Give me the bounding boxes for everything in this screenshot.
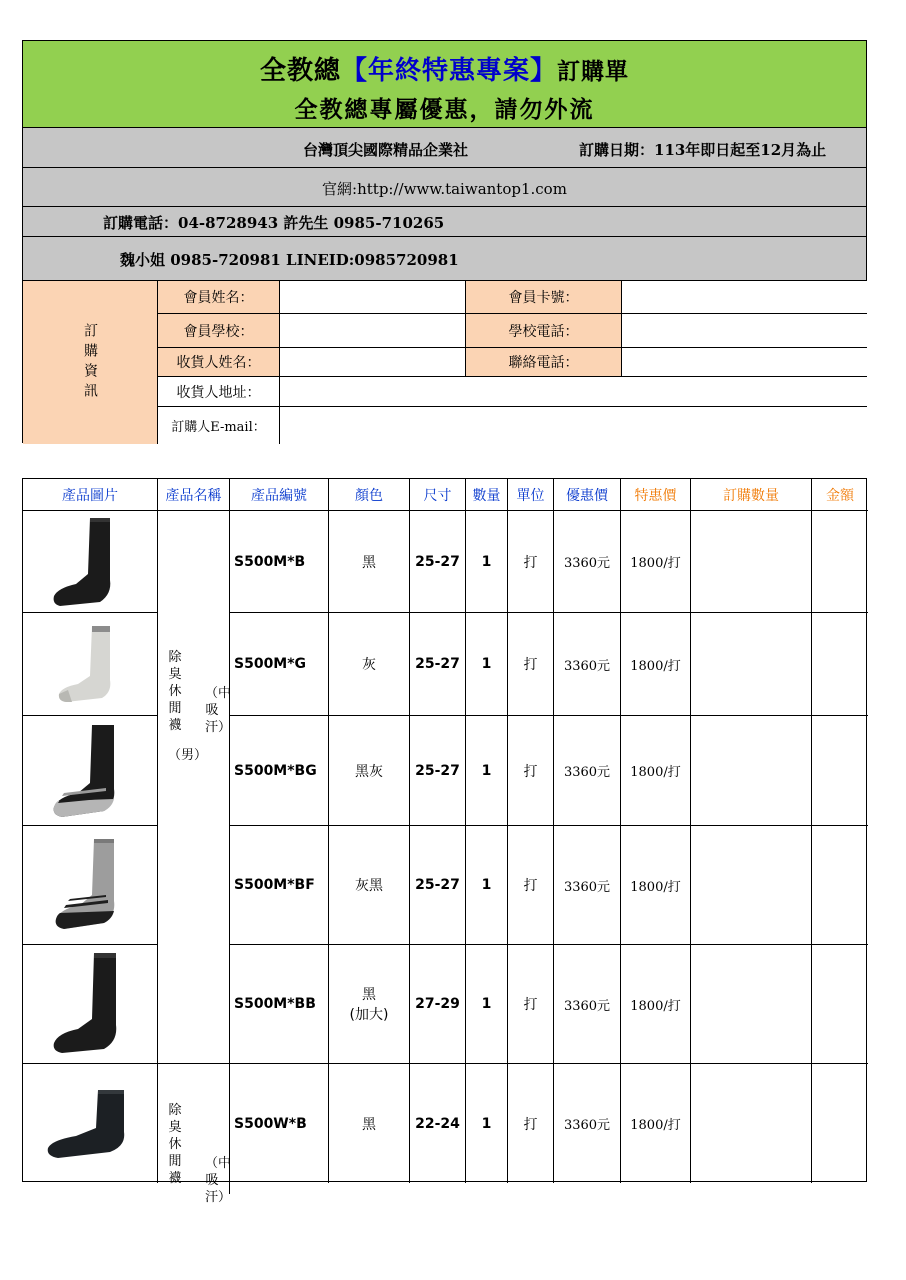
product-color: 黑 bbox=[329, 511, 410, 613]
product-color: 黑灰 bbox=[329, 716, 410, 826]
amount-cell[interactable] bbox=[812, 1064, 868, 1183]
black-sock-image bbox=[50, 514, 130, 609]
member-name-label: 會員姓名： bbox=[158, 281, 280, 314]
page-subtitle: 全教總專屬優惠，請勿外流 bbox=[294, 96, 595, 123]
product-color: 灰 bbox=[329, 613, 410, 716]
website-link[interactable]: 官網:http://www.taiwantop1.com bbox=[322, 180, 567, 198]
contact-phone-label: 聯絡電話： bbox=[466, 348, 622, 377]
product-code: S500M*BF bbox=[230, 826, 329, 945]
order-qty-input[interactable] bbox=[691, 945, 812, 1064]
member-school-label: 會員學校： bbox=[158, 314, 280, 348]
product-color: 灰黑 bbox=[329, 826, 410, 945]
member-card-field[interactable] bbox=[622, 281, 867, 314]
product-size: 27-29 bbox=[410, 945, 466, 1064]
product-image-cell bbox=[23, 511, 158, 613]
product-size: 25-27 bbox=[410, 511, 466, 613]
product-unit: 打 bbox=[508, 1064, 554, 1183]
product-color bbox=[329, 945, 410, 1064]
product-price: 3360元 bbox=[554, 511, 621, 613]
member-name-field[interactable] bbox=[280, 281, 466, 314]
school-phone-field[interactable] bbox=[622, 314, 867, 348]
email-label: 訂購人E-mail： bbox=[158, 407, 280, 444]
product-name-2: 除臭休閒襪 bbox=[168, 1103, 182, 1186]
product-code: S500W*B bbox=[230, 1064, 329, 1183]
black-sock-large-image bbox=[48, 949, 132, 1059]
order-qty-input[interactable] bbox=[691, 613, 812, 716]
title-suffix: 訂購單 bbox=[557, 58, 630, 85]
product-image-cell bbox=[23, 613, 158, 716]
order-form-header bbox=[22, 40, 867, 280]
product-qty: 1 bbox=[466, 945, 508, 1064]
product-unit: 打 bbox=[508, 945, 554, 1064]
company-name: 台灣頂尖國際精品企業社 bbox=[303, 141, 469, 159]
product-special-price: 1800/打 bbox=[621, 1064, 691, 1183]
order-phone: 訂購電話：04-8728943 許先生 0985-710265 bbox=[103, 214, 445, 232]
company-band bbox=[23, 128, 866, 168]
product-code: S500M*G bbox=[230, 613, 329, 716]
product-color: 黑 bbox=[329, 1064, 410, 1183]
product-image-cell bbox=[23, 716, 158, 826]
col-header-size: 尺寸 bbox=[410, 479, 466, 511]
title-highlight: 【年終特惠專案】 bbox=[341, 56, 558, 86]
recipient-address-field[interactable] bbox=[280, 377, 867, 407]
col-header-code: 產品編號 bbox=[230, 479, 329, 511]
product-size: 25-27 bbox=[410, 613, 466, 716]
product-unit: 打 bbox=[508, 716, 554, 826]
order-qty-input[interactable] bbox=[691, 511, 812, 613]
phone-band bbox=[23, 207, 866, 237]
col-header-order-qty: 訂購數量 bbox=[691, 479, 812, 511]
product-special-price: 1800/打 bbox=[621, 945, 691, 1064]
order-info-section bbox=[22, 280, 867, 443]
black-low-sock-image bbox=[42, 1084, 138, 1164]
product-price: 3360元 bbox=[554, 716, 621, 826]
product-size: 25-27 bbox=[410, 826, 466, 945]
amount-cell[interactable] bbox=[812, 511, 868, 613]
product-qty: 1 bbox=[466, 716, 508, 826]
order-qty-input[interactable] bbox=[691, 1064, 812, 1183]
product-code: S500M*B bbox=[230, 511, 329, 613]
product-price: 3360元 bbox=[554, 945, 621, 1064]
contact-band bbox=[23, 237, 866, 281]
col-header-special: 特惠價 bbox=[621, 479, 691, 511]
contact-phone-field[interactable] bbox=[622, 348, 867, 377]
email-field[interactable] bbox=[280, 407, 867, 444]
product-code: S500M*BB bbox=[230, 945, 329, 1064]
product-size: 25-27 bbox=[410, 716, 466, 826]
member-school-field[interactable] bbox=[280, 314, 466, 348]
contact-info: 魏小姐 0985-720981 LINEID:0985720981 bbox=[120, 251, 459, 269]
product-table bbox=[22, 478, 867, 1205]
product-unit: 打 bbox=[508, 511, 554, 613]
recipient-name-field[interactable] bbox=[280, 348, 466, 377]
product-image-cell bbox=[23, 826, 158, 945]
product-color-note: (加大) bbox=[349, 1007, 389, 1023]
product-gender-1: （男） bbox=[168, 748, 208, 763]
gray-black-sock-image bbox=[48, 835, 132, 935]
product-name-group-1 bbox=[158, 511, 230, 1064]
product-qty: 1 bbox=[466, 1064, 508, 1183]
school-phone-label: 學校電話： bbox=[466, 314, 622, 348]
product-image-cell bbox=[23, 1064, 158, 1183]
amount-cell[interactable] bbox=[812, 945, 868, 1064]
title-prefix: 全教總 bbox=[259, 56, 341, 86]
product-sub-2: （中吸汗） bbox=[205, 1156, 232, 1205]
product-code: S500M*BG bbox=[230, 716, 329, 826]
amount-cell[interactable] bbox=[812, 826, 868, 945]
amount-cell[interactable] bbox=[812, 613, 868, 716]
product-unit: 打 bbox=[508, 826, 554, 945]
col-header-price: 優惠價 bbox=[554, 479, 621, 511]
product-price: 3360元 bbox=[554, 613, 621, 716]
product-size: 22-24 bbox=[410, 1064, 466, 1183]
website-band bbox=[23, 168, 866, 207]
product-price: 3360元 bbox=[554, 826, 621, 945]
col-header-image: 產品圖片 bbox=[23, 479, 158, 511]
col-header-name: 產品名稱 bbox=[158, 479, 230, 511]
product-special-price: 1800/打 bbox=[621, 511, 691, 613]
recipient-name-label: 收貨人姓名： bbox=[158, 348, 280, 377]
col-header-qty: 數量 bbox=[466, 479, 508, 511]
order-period: 訂購日期：113年即日起至12月為止 bbox=[579, 141, 827, 159]
order-qty-input[interactable] bbox=[691, 716, 812, 826]
order-info-label: 訂購資訊 bbox=[23, 281, 158, 444]
title-band bbox=[23, 41, 866, 128]
amount-cell[interactable] bbox=[812, 716, 868, 826]
order-qty-input[interactable] bbox=[691, 826, 812, 945]
product-unit: 打 bbox=[508, 613, 554, 716]
product-price: 3360元 bbox=[554, 1064, 621, 1183]
product-color-name: 黑 bbox=[362, 987, 376, 1003]
product-image-cell bbox=[23, 945, 158, 1064]
col-header-amount: 金額 bbox=[812, 479, 868, 511]
product-special-price: 1800/打 bbox=[621, 613, 691, 716]
recipient-address-label: 收貨人地址： bbox=[158, 377, 280, 407]
col-header-color: 顏色 bbox=[329, 479, 410, 511]
col-header-unit: 單位 bbox=[508, 479, 554, 511]
gray-sock-image bbox=[50, 622, 130, 707]
member-card-label: 會員卡號： bbox=[466, 281, 622, 314]
product-sub-1: （中吸汗） bbox=[205, 686, 232, 735]
product-name-1: 除臭休閒襪 bbox=[168, 650, 182, 733]
page-title bbox=[23, 50, 866, 87]
product-special-price: 1800/打 bbox=[621, 716, 691, 826]
black-gray-sock-image bbox=[48, 721, 132, 821]
product-qty: 1 bbox=[466, 613, 508, 716]
product-special-price: 1800/打 bbox=[621, 826, 691, 945]
product-qty: 1 bbox=[466, 511, 508, 613]
product-qty: 1 bbox=[466, 826, 508, 945]
